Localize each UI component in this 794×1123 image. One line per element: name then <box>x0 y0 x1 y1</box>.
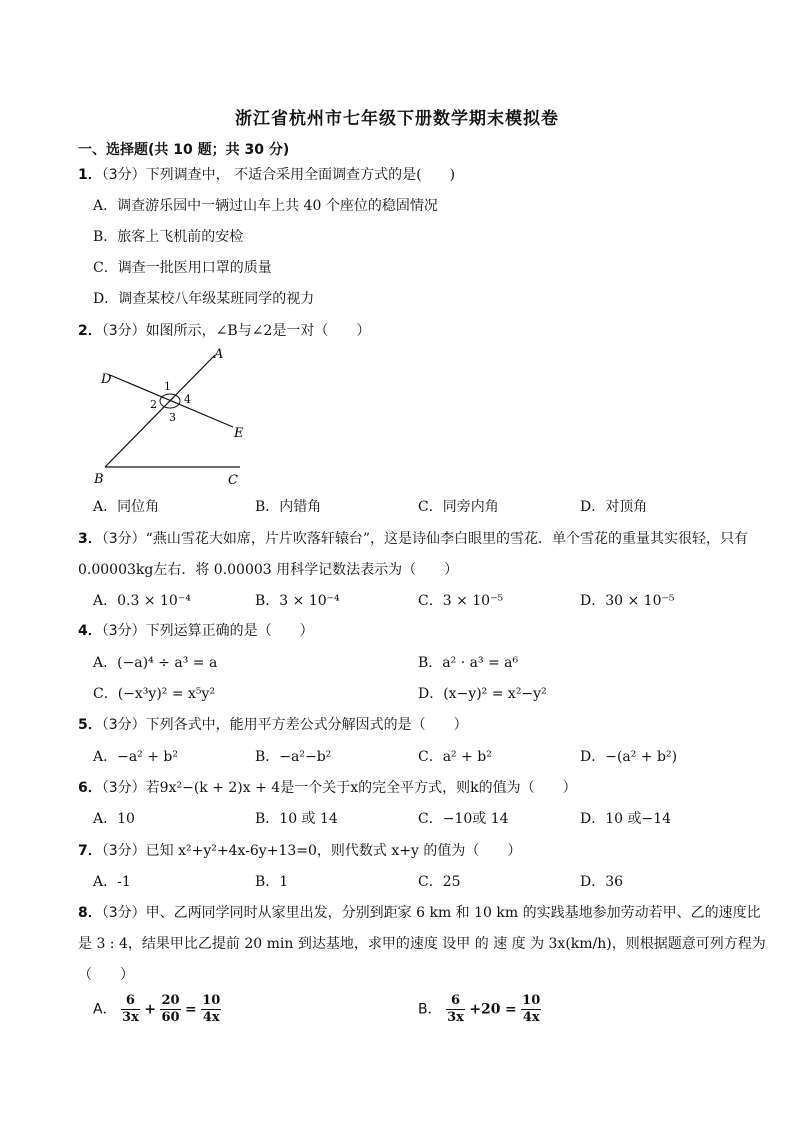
label-3: 3 <box>169 411 176 424</box>
label-d: D <box>101 372 112 387</box>
question-stem: 下列各式中，能用平方差公式分解因式的是（ ） <box>145 717 468 733</box>
denominator: 3x <box>447 1010 464 1025</box>
option-d: D．−(a² + b²) <box>580 749 678 765</box>
option-c: C．同旁内角 <box>418 499 499 515</box>
option-c: C．3 × 10⁻⁵ <box>418 593 504 609</box>
option-d: D．30 × 10⁻⁵ <box>580 593 675 609</box>
option-b: B．−a²−b² <box>255 749 332 765</box>
operator: + <box>144 1001 157 1018</box>
option-label: A． <box>93 1001 117 1018</box>
option-a: A．10 <box>93 811 135 827</box>
option-b: B．旅客上飞机前的安检 <box>93 229 244 245</box>
question-number: 2． <box>78 323 102 339</box>
question-number: 6． <box>78 780 102 796</box>
denominator: 4x <box>202 1010 220 1025</box>
option-a <box>93 993 221 1026</box>
question-7 <box>78 840 521 862</box>
option-d: D．(x−y)² = x²−y² <box>418 686 547 702</box>
option-label: B． <box>418 1001 442 1018</box>
option-c: C．−10或 14 <box>418 811 509 827</box>
option-c: C．25 <box>418 874 461 890</box>
question-stem: 下列运算正确的是（ ） <box>145 623 314 639</box>
numerator: 10 <box>522 993 541 1008</box>
question-4 <box>78 620 314 642</box>
label-4: 4 <box>184 393 191 406</box>
option-b: B．1 <box>255 874 289 890</box>
label-c: C <box>228 473 238 488</box>
question-points: （3分） <box>101 780 146 796</box>
option-c: C．调查一批医用口罩的质量 <box>93 260 272 276</box>
question-stem: 下列调查中， 不适合采用全面调查方式的是( ) <box>145 167 456 183</box>
equals-sign: = <box>504 1001 517 1018</box>
question-5 <box>78 714 468 736</box>
denominator: 3x <box>122 1010 139 1025</box>
option-a: A．0.3 × 10⁻⁴ <box>93 593 191 609</box>
denominator: 60 <box>161 1010 180 1025</box>
option-b: B．a² · a³ = a⁶ <box>418 655 519 671</box>
question-3 <box>78 524 772 586</box>
option-a: A．−a² + b² <box>93 749 179 765</box>
question-2 <box>78 320 370 342</box>
question-stem: 如图所示，∠B与∠2是一对（ ） <box>145 323 371 339</box>
option-c: C．(−x³y)² = x⁵y² <box>93 686 216 702</box>
question-1 <box>78 164 455 186</box>
label-a: A <box>214 347 224 362</box>
operator: +20 <box>469 1001 501 1018</box>
option-b: B．3 × 10⁻⁴ <box>255 593 340 609</box>
option-d: D．对顶角 <box>580 499 648 515</box>
page-title: 浙江省杭州市七年级下册数学期末模拟卷 <box>235 109 559 129</box>
fraction <box>160 993 180 1026</box>
fraction <box>446 993 465 1026</box>
option-b: B．内错角 <box>255 499 322 515</box>
option-b: B．10 或 14 <box>255 811 338 827</box>
question-stem: “燕山雪花大如席，片片吹落轩辕台”，这是诗仙李白眼里的雪花．单个雪花的重量其实很轻，只有0.00003kg左右．将 0.00003 用科学记数法表示为（ ） <box>78 531 748 578</box>
question-6 <box>78 777 577 799</box>
question-stem: 已知 x²+y²+4x-6y+13=0，则代数式 x+y 的值为（ ） <box>145 843 522 859</box>
option-d: D．10 或−14 <box>580 811 672 827</box>
option-d: D．36 <box>580 874 624 890</box>
option-d: D．调查某校八年级某班同学的视力 <box>93 291 315 307</box>
question-points: （3分） <box>101 843 146 859</box>
line-ba <box>105 355 215 467</box>
label-1: 1 <box>164 380 171 393</box>
option-a: A．同位角 <box>93 499 160 515</box>
numerator: 6 <box>450 993 460 1008</box>
fraction <box>201 993 221 1026</box>
question-8 <box>78 898 772 991</box>
question-stem: 甲、乙两同学同时从家里出发，分别到距家 6 km 和 10 km 的实践基地参加劳动若甲、乙的速度比是 3 : 4，结果甲比乙提前 20 min 到达基地，求甲的速度 设甲 的 速 度 为 3x(km/h)，则根据题意可列方程为 （ ） <box>78 905 766 983</box>
fraction <box>121 993 140 1026</box>
question-number: 5． <box>78 717 102 733</box>
question-number: 7． <box>78 843 102 859</box>
question-points: （3分） <box>101 531 146 547</box>
label-2: 2 <box>150 398 157 411</box>
question-points: （3分） <box>101 905 146 921</box>
geometry-figure <box>90 345 260 490</box>
numerator: 20 <box>161 993 180 1008</box>
numerator: 10 <box>202 993 221 1008</box>
option-c: C．a² + b² <box>418 749 492 765</box>
fraction <box>521 993 541 1026</box>
question-points: （3分） <box>101 167 146 183</box>
option-a: A．调查游乐园中一辆过山车上共 40 个座位的稳固情况 <box>93 198 438 214</box>
question-number: 1． <box>78 167 102 183</box>
question-points: （3分） <box>101 323 146 339</box>
question-number: 8． <box>78 905 102 921</box>
option-a: A．-1 <box>93 874 131 890</box>
question-number: 3． <box>78 531 102 547</box>
label-b: B <box>94 472 104 487</box>
question-points: （3分） <box>101 717 146 733</box>
question-points: （3分） <box>101 623 146 639</box>
section-heading: 一、选择题(共 10 题；共 30 分) <box>78 142 290 158</box>
numerator: 6 <box>125 993 135 1008</box>
equals-sign: = <box>185 1001 197 1018</box>
option-b <box>418 993 541 1026</box>
question-stem: 若9x²−(k + 2)x + 4是一个关于x的完全平方式，则k的值为（ ） <box>145 780 577 796</box>
denominator: 4x <box>522 1010 540 1025</box>
question-number: 4． <box>78 623 102 639</box>
label-e: E <box>234 426 244 441</box>
option-a: A．(−a)⁴ ÷ a³ = a <box>93 655 218 671</box>
